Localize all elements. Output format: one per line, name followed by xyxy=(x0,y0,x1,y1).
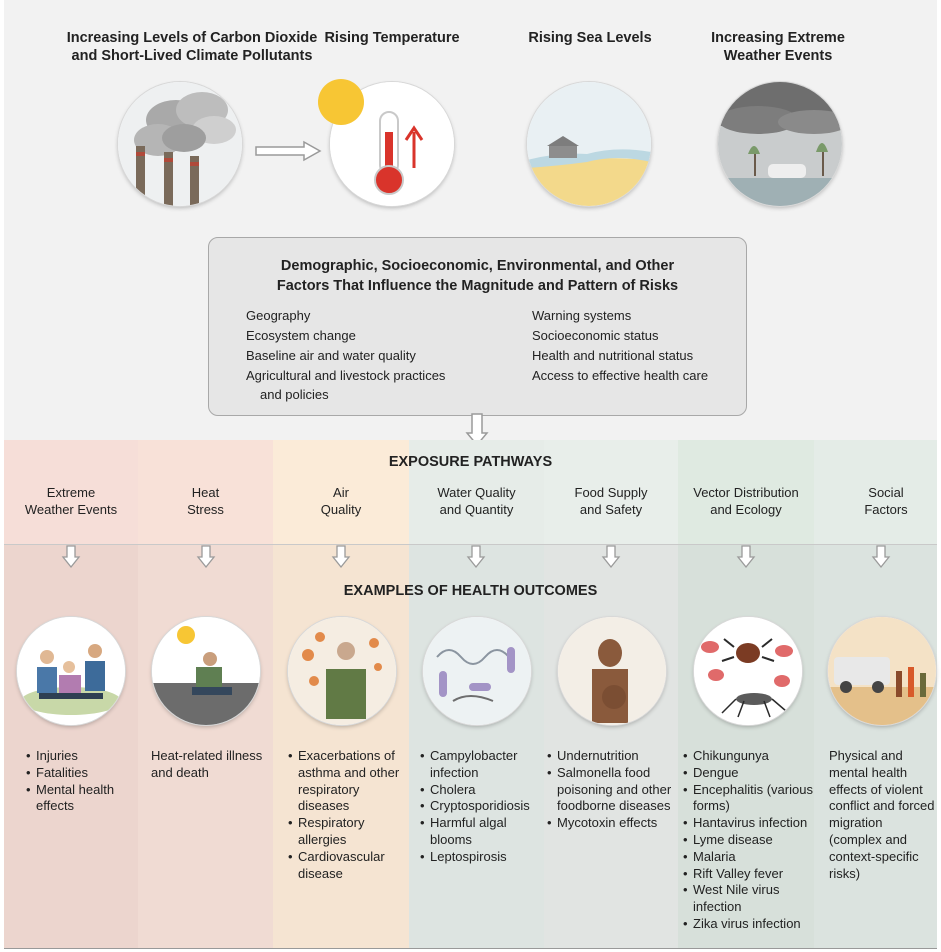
outcome-list xyxy=(151,748,269,782)
storm-icon xyxy=(718,82,842,206)
pathway-name xyxy=(544,484,678,518)
heat-stroke-icon xyxy=(152,617,260,725)
factor-item: Ecosystem change xyxy=(246,328,356,343)
outcome-item: • Harmful algal blooms xyxy=(420,815,542,849)
driver-title-extreme-weather xyxy=(680,29,876,65)
outcome-item: • Encephalitis (various forms) xyxy=(683,782,815,816)
driver-title-weather-line2: Weather Events xyxy=(723,48,833,64)
pathway-name-line1: Extreme xyxy=(46,485,96,500)
migration-icon xyxy=(828,617,936,725)
outcome-item: • Respiratory allergies xyxy=(288,815,406,849)
flooded-house-icon xyxy=(527,82,651,206)
outcome-item: • Dengue xyxy=(683,765,815,782)
outcome-list xyxy=(26,748,136,815)
pathway-name-line1: Food Supply xyxy=(574,485,648,500)
pathway-name-line2: Factors xyxy=(864,502,908,517)
arrow-right-icon xyxy=(254,140,324,162)
driver-title-temperature-line1: Rising Temperature xyxy=(324,30,460,46)
injured-people-icon xyxy=(17,617,125,725)
arrow-down-icon xyxy=(736,545,756,569)
outcome-item: • Hantavirus infection xyxy=(683,815,815,832)
arrow-down-icon xyxy=(196,545,216,569)
arrow-down-icon xyxy=(331,545,351,569)
pathway-name-line1: Social xyxy=(868,485,904,500)
factor-item-text: Agricultural and livestock practices xyxy=(246,368,446,383)
arrow-down-icon xyxy=(601,545,621,569)
malnourished-child-icon xyxy=(558,617,666,725)
outcome-list xyxy=(547,748,679,832)
bottom-border xyxy=(4,948,937,949)
driver-title-co2 xyxy=(52,29,332,65)
outcome-list xyxy=(288,748,406,882)
sun-icon xyxy=(318,79,364,125)
health-outcomes-heading: EXAMPLES OF HEALTH OUTCOMES xyxy=(343,583,598,599)
factor-item: Health and nutritional status xyxy=(532,348,694,363)
arrow-down-icon xyxy=(466,545,486,569)
outcome-list xyxy=(683,748,815,933)
smokestacks-icon xyxy=(118,82,242,206)
pathway-name xyxy=(678,484,814,518)
pathway-name xyxy=(814,484,941,518)
outcome-item: • Chikungunya xyxy=(683,748,815,765)
arrow-down-icon xyxy=(871,545,891,569)
outcome-item: • West Nile virus infection xyxy=(683,882,815,916)
outcome-item: • Salmonella food poisoning and other foodborne diseases xyxy=(547,765,679,815)
mosquito-tick-icon xyxy=(694,617,802,725)
pathway-name xyxy=(409,484,544,518)
exposure-pathways-heading: EXPOSURE PATHWAYS xyxy=(388,454,553,470)
factor-item: Warning systems xyxy=(532,308,632,323)
pathway-name-line1: Water Quality xyxy=(437,485,516,500)
driver-title-temperature xyxy=(300,29,484,47)
outcome-item: • Undernutrition xyxy=(547,748,679,765)
risk-factors-title-line1: Demographic, Socioeconomic, Environmental, and Other xyxy=(280,258,675,274)
outcome-item: • Mycotoxin effects xyxy=(547,815,679,832)
outcome-item: • Zika virus infection xyxy=(683,916,815,933)
pathway-name-line2: Quality xyxy=(320,502,362,517)
outcome-item: • Rift Valley fever xyxy=(683,866,815,883)
risk-factors-title-line2: Factors That Influence the Magnitude and Pattern of Risks xyxy=(276,278,679,294)
outcome-item: • Campylobacter infection xyxy=(420,748,542,782)
factor-item xyxy=(246,366,445,403)
outcome-item: • Exacerbations of asthma and other respiratory diseases xyxy=(288,748,406,815)
pathway-name-line2: and Safety xyxy=(579,502,643,517)
pathway-name-line1: Air xyxy=(333,485,349,500)
driver-title-sea-levels xyxy=(500,29,680,47)
outcome-item: • Cholera xyxy=(420,782,542,799)
pathway-name-line2: Weather Events xyxy=(24,502,118,517)
driver-title-co2-line2: and Short-Lived Climate Pollutants xyxy=(71,48,313,64)
outcome-item: • Lyme disease xyxy=(683,832,815,849)
outcome-item: • Mental health effects xyxy=(26,782,136,816)
arrow-down-icon xyxy=(61,545,81,569)
pathway-name xyxy=(4,484,138,518)
pathway-name-line2: and Quantity xyxy=(439,502,514,517)
pathway-name xyxy=(273,484,409,518)
risk-factors-left-list xyxy=(246,306,445,403)
pathway-name-line1: Heat xyxy=(191,485,220,500)
outcome-list xyxy=(420,748,542,866)
pathway-name xyxy=(138,484,273,518)
driver-title-co2-line1: Increasing Levels of Carbon Dioxide xyxy=(66,30,318,46)
factor-item: Access to effective health care xyxy=(532,368,709,383)
risk-factors-title xyxy=(209,256,746,296)
risk-factors-right-list xyxy=(532,306,708,386)
outcome-item: • Cryptosporidiosis xyxy=(420,798,542,815)
factor-item: Baseline air and water quality xyxy=(246,348,416,363)
pathway-name-line2: Stress xyxy=(187,502,224,517)
outcome-item: Heat-related illness and death xyxy=(151,748,263,780)
pathway-name-line1: Vector Distribution xyxy=(693,485,799,500)
pollen-cough-icon xyxy=(288,617,396,725)
outcome-item: • Cardiovascular disease xyxy=(288,849,406,883)
outcome-item: • Leptospirosis xyxy=(420,849,542,866)
driver-title-sea-levels-line1: Rising Sea Levels xyxy=(528,30,652,46)
risk-factors-box xyxy=(208,237,747,416)
factor-item-continuation: and policies xyxy=(260,387,329,402)
outcome-item: • Malaria xyxy=(683,849,815,866)
factor-item: Socioeconomic status xyxy=(532,328,659,343)
outcome-item: • Injuries xyxy=(26,748,136,765)
driver-title-weather-line1: Increasing Extreme xyxy=(711,30,845,46)
outcome-item: Physical and mental health effects of violent conflict and forced migration (complex and context-specific risks) xyxy=(829,748,935,881)
pathways-and-outcomes xyxy=(4,440,937,948)
bacteria-icon xyxy=(423,617,531,725)
factor-item: Geography xyxy=(246,308,311,323)
pathway-name-line2: and Ecology xyxy=(710,502,782,517)
outcome-item: • Fatalities xyxy=(26,765,136,782)
outcome-list xyxy=(829,748,937,882)
